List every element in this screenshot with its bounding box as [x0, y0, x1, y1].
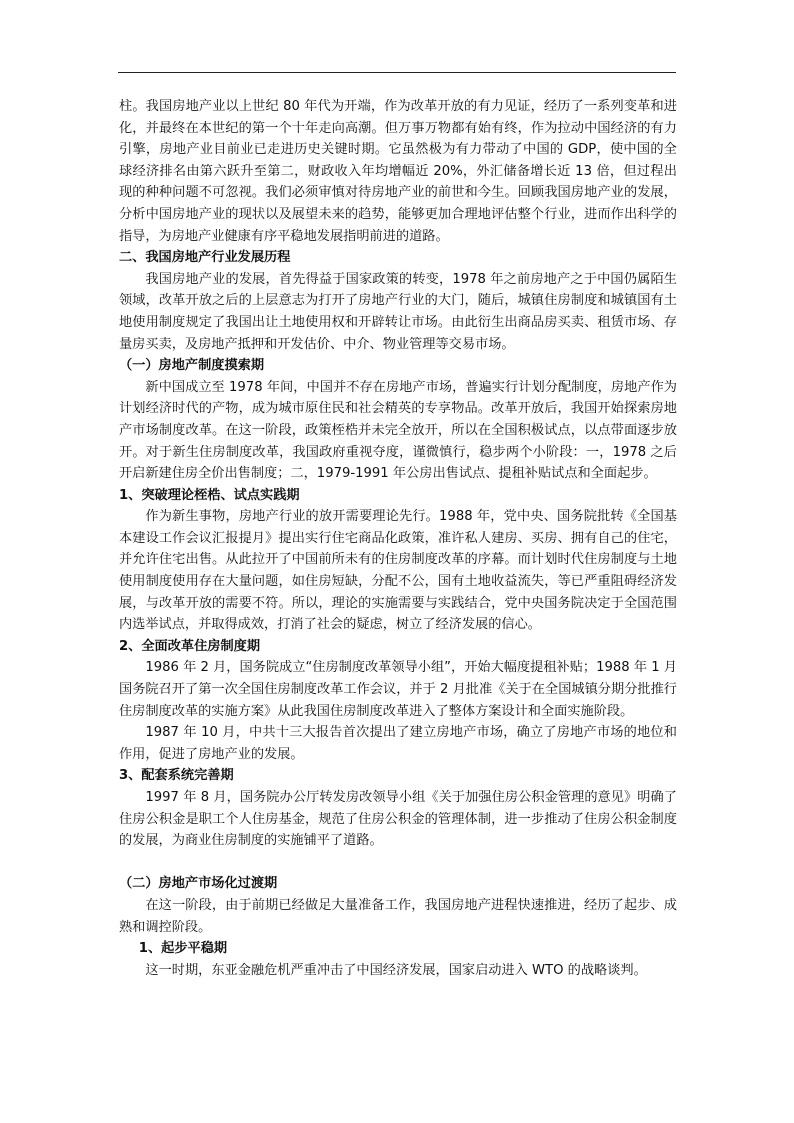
paragraph-intro: 柱。我国房地产业以上世纪 80 年代为开端，作为改革开放的有力见证，经历了一系列变革和进化，并最终在本世纪的第一个十年走向高潮。但万事万物都有始有终，作为拉动中国经济的有力引擎，房地产业目前业已走进历史关键时期。它虽然极为有力带动了中国的 GDP，使中国的全球经济排名由第六跃升至第二，财政收入年均增幅近 20%，外汇储备增长近 13 倍，但过程出现的种种问题不可忽视。我们必须审慎对待房地产业的前世和今生。回顾我国房地产业的发展，分析中国房地产业的现状以及展望未来的趋势，能够更加合理地评估整个行业，进而作出科学的指导，为房地产业健康有序平稳地发展指明前进的道路。 — [119, 99, 677, 244]
subsection-heading-transition-period: （二）房地产市场化过渡期 — [119, 876, 278, 892]
document-body — [119, 96, 677, 981]
heading-startup-period: 1、起步平稳期 — [138, 941, 228, 957]
heading-housing-reform: 2、全面改革住房制度期 — [119, 638, 261, 654]
paragraph-transition-period: 在这一阶段，由于前期已经做足大量准备工作，我国房地产进程快速推进，经历了起步、成熟和调控阶段。 — [119, 897, 677, 935]
paragraph-exploration-period: 新中国成立至 1978 年间，中国并不存在房地产市场，普遍实行计划分配制度，房地产作为计划经济时代的产物，成为城市原住民和社会精英的专享物品。改革开放后，我国开始探索房地产市场制度改革。在这一阶段，政策桎梏并未完全放开，所以在全国积极试点，以点带面逐步放开。对于新生住房制度改革，我国政府重视夺度，谨微慎行，稳步两个小阶段：一，1978 之后开启新建住房全价出售制度；二，1979-1991 年公房出售试点、提租补贴试点和全面起步。 — [119, 379, 677, 482]
paragraph-gap — [119, 852, 677, 874]
paragraph-housing-reform-1987: 1987 年 10 月，中共十三大报告首次提出了建立房地产市场，确立了房地产市场的地位和作用，促进了房地产业的发展。 — [119, 725, 677, 762]
header-rule — [118, 72, 676, 73]
heading-theory-breakthrough: 1、突破理论桎梏、试点实践期 — [119, 487, 300, 503]
paragraph-supporting-system: 1997 年 8 月，国务院办公厅转发房改领导小组《关于加强住房公积金管理的意见》明确了住房公积金是职工个人住房基金，规范了住房公积金的管理体制，进一步推动了住房公积金制度的发展，为商业住房制度的实施铺平了道路。 — [119, 790, 677, 849]
section-heading-development-history: 二、我国房地产行业发展历程 — [119, 250, 291, 266]
paragraph-development-overview: 我国房地产业的发展，首先得益于国家政策的转变，1978 年之前房地产之于中国仍属陌生领域，改革开放之后的上层意志为打开了房地产行业的大门，随后，城镇住房制度和城镇国有土地使用制度规定了我国出让土地使用权和开辟转让市场。由此衍生出商品房买卖、租赁市场、存量房买卖，及房地产抵押和开发估价、中介、物业管理等交易市场。 — [119, 271, 677, 352]
subsection-heading-exploration-period: （一）房地产制度摸索期 — [119, 358, 265, 374]
paragraph-theory-breakthrough: 作为新生事物，房地产行业的放开需要理论先行。1988 年，党中央、国务院批转《全国基本建设工作会议汇报提月》提出实行住宅商品化政策，准许私人建房、买房、拥有自己的住宅，并允许住宅出售。从此拉开了中国前所未有的住房制度改革的序幕。而计划时代住房制度与土地使用制度使用存在大量问题，如住房短缺，分配不公，国有土地收益流失，等已严重阻碍经济发展，与改革开放的需要不符。所以，理论的实施需要与实践结合，党中央国务院决定于全国范围内选举试点，并取得成效，打消了社会的疑虑，树立了经济发展的信心。 — [119, 509, 677, 633]
heading-supporting-system: 3、配套系统完善期 — [119, 768, 234, 784]
paragraph-startup-period: 这一时期，东亚金融危机严重冲击了中国经济发展，国家启动进入 WTO 的战略谈判。 — [145, 962, 647, 978]
paragraph-housing-reform-1986: 1986 年 2 月，国务院成立“住房制度改革领导小组”，开始大幅度提租补贴；1988 年 1 月国务院召开了第一次全国住房制度改革工作会议，并于 2 月批准《关于在全国城镇分期分批推行住房制度改革的实施方案》从此我国住房制度改革进入了整体方案设计和全面实施阶段。 — [119, 660, 677, 719]
